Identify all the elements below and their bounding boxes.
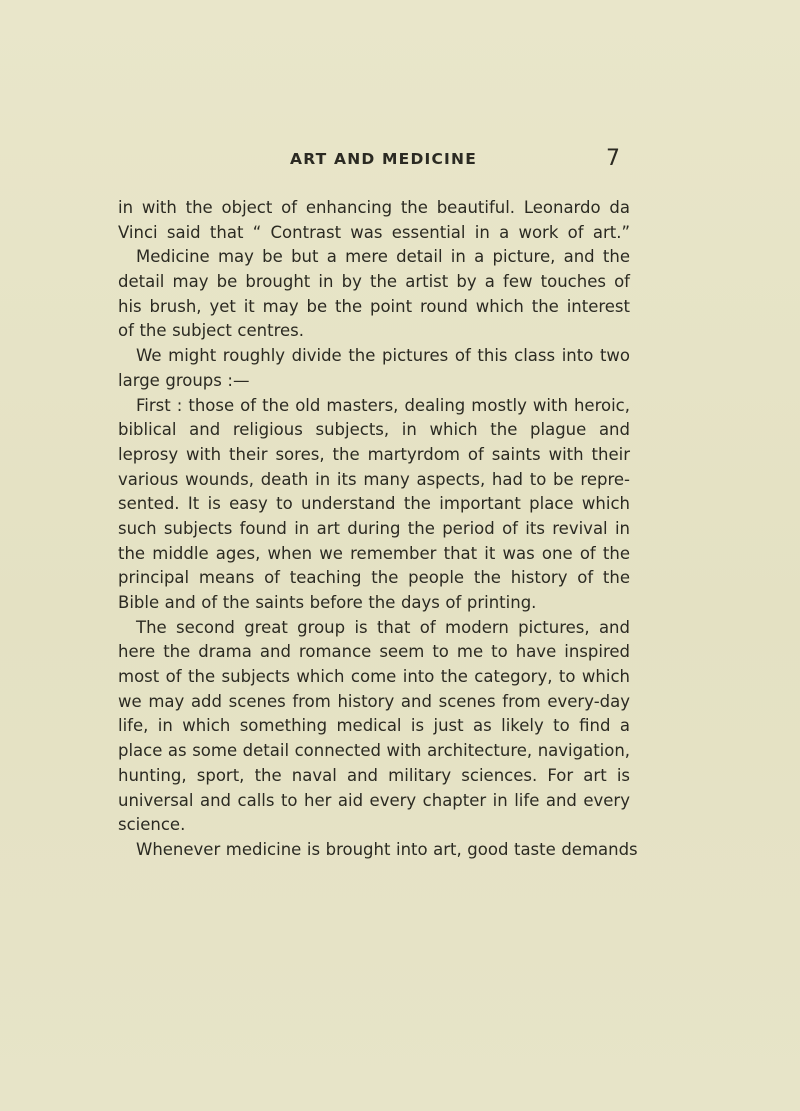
- text-line: place as some detail connected with architecture, navigation,: [118, 741, 631, 761]
- text-line: Bible and of the saints before the days of printing.: [118, 593, 537, 612]
- running-head: ART AND MEDICINE: [290, 150, 477, 168]
- text-line: The second great group is that of modern pictures, and: [136, 617, 630, 637]
- page-header: [0, 146, 800, 176]
- text-line: detail may be brought in by the artist by a few touches of: [118, 272, 630, 292]
- text-line: in with the object of enhancing the beautiful. Leonardo da: [118, 198, 630, 217]
- text-line: his brush, yet it may be the point round which the interest: [118, 296, 630, 316]
- text-line: we may add scenes from history and scenes from every-day: [118, 691, 630, 711]
- text-line: various wounds, death in its many aspects, had to be repre-: [118, 469, 630, 489]
- page-number: 7: [606, 146, 620, 171]
- text-line: First : those of the old masters, dealing mostly with heroic,: [136, 395, 630, 415]
- text-line: such subjects found in art during the period of its revival in: [118, 518, 630, 538]
- text-line: of the subject centres.: [118, 321, 304, 341]
- text-line: hunting, sport, the naval and military sciences. For art is: [118, 765, 630, 785]
- text-line: sented. It is easy to understand the important place which: [118, 494, 630, 514]
- text-line: biblical and religious subjects, in which the plague and: [118, 420, 630, 440]
- text-line: principal means of teaching the people the history of the: [118, 568, 630, 588]
- text-line: Vinci said that “ Contrast was essential in a work of art.”: [118, 222, 630, 242]
- text-line: here the drama and romance seem to me to have inspired: [118, 642, 630, 662]
- text-line: the middle ages, when we remember that it was one of the: [118, 543, 630, 563]
- text-line: Medicine may be but a mere detail in a picture, and the: [136, 247, 630, 267]
- text-line: leprosy with their sores, the martyrdom of saints with their: [118, 444, 630, 464]
- text-line: life, in which something medical is just as likely to find a: [118, 716, 630, 736]
- body-text: [118, 196, 638, 863]
- text-line: most of the subjects which come into the category, to which: [118, 667, 630, 687]
- text-line: science.: [118, 815, 186, 835]
- text-line: We might roughly divide the pictures of this class into two: [136, 346, 630, 366]
- text-line: universal and calls to her aid every chapter in life and every: [118, 790, 630, 810]
- text-line: Whenever medicine is brought into art, good taste demands: [136, 839, 638, 859]
- text-line: large groups :—: [118, 370, 250, 390]
